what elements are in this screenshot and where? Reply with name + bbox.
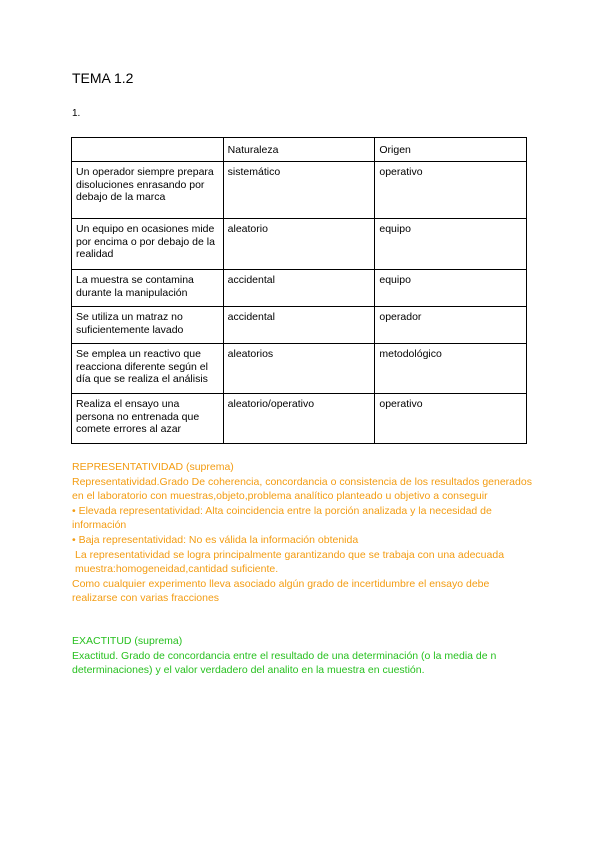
table-cell-origen: operador — [375, 307, 527, 344]
table-cell-origen: operativo — [375, 394, 527, 444]
table-cell-description: La muestra se contamina durante la manipulación — [72, 270, 224, 307]
table-row — [72, 270, 527, 307]
exactitud-section — [72, 634, 532, 678]
question-number: 1. — [72, 108, 81, 119]
table-header-cell — [72, 138, 224, 162]
table-row — [72, 162, 527, 219]
table-cell-naturaleza: sistemático — [223, 162, 375, 219]
table-cell-description: Un operador siempre prepara disoluciones enrasando por debajo de la marca — [72, 162, 224, 219]
table-cell-origen: operativo — [375, 162, 527, 219]
table-cell-origen: equipo — [375, 219, 527, 270]
table-row — [72, 219, 527, 270]
table-row — [72, 394, 527, 444]
table-cell-naturaleza: aleatorios — [223, 344, 375, 394]
definition-text: Representatividad.Grado De coherencia, concordancia o consistencia de los resultados generados en el laboratorio con muestras,objeto,problema analítico planteado u objetivo a conseguir — [72, 475, 532, 503]
table-cell-origen: equipo — [375, 270, 527, 307]
table-cell-description: Un equipo en ocasiones mide por encima o por debajo de la realidad — [72, 219, 224, 270]
table-cell-origen: metodológico — [375, 344, 527, 394]
table-header-cell: Naturaleza — [223, 138, 375, 162]
table-row — [72, 307, 527, 344]
table-cell-description: Se utiliza un matraz no suficientemente lavado — [72, 307, 224, 344]
paragraph-text: Como cualquier experimento lleva asociado algún grado de incertidumbre el ensayo debe realizarse con varias fracciones — [72, 577, 490, 605]
bullet-item: • Baja representatividad: No es válida la información obtenida — [72, 533, 359, 546]
table-header-cell: Origen — [375, 138, 527, 162]
table-cell-naturaleza: aleatorio/operativo — [223, 394, 375, 444]
page-title: TEMA 1.2 — [72, 70, 134, 86]
section-heading: EXACTITUD (suprema) — [72, 635, 183, 647]
error-classification-table — [71, 137, 527, 444]
paragraph-text: La representatividad se logra principalmente garantizando que se trabaja con una adecuada muestra:homogeneidad,cantidad suficiente. — [75, 548, 505, 576]
definition-text: Exactitud. Grado de concordancia entre el resultado de una determinación (o la media de n determinaciones) y el valor verdadero del analito en la muestra en cuestión. — [72, 649, 497, 677]
bullet-item: • Elevada representatividad: Alta coincidencia entre la porción analizada y la necesidad de información — [72, 504, 492, 532]
table-cell-description: Se emplea un reactivo que reacciona diferente según el día que se realiza el análisis — [72, 344, 224, 394]
table-cell-naturaleza: accidental — [223, 270, 375, 307]
table-cell-naturaleza: aleatorio — [223, 219, 375, 270]
representatividad-section — [72, 460, 532, 606]
table-header-row — [72, 138, 527, 162]
section-heading: REPRESENTATIVIDAD (suprema) — [72, 461, 234, 473]
table-cell-naturaleza: accidental — [223, 307, 375, 344]
table-cell-description: Realiza el ensayo una persona no entrenada que comete errores al azar — [72, 394, 224, 444]
table-row — [72, 344, 527, 394]
